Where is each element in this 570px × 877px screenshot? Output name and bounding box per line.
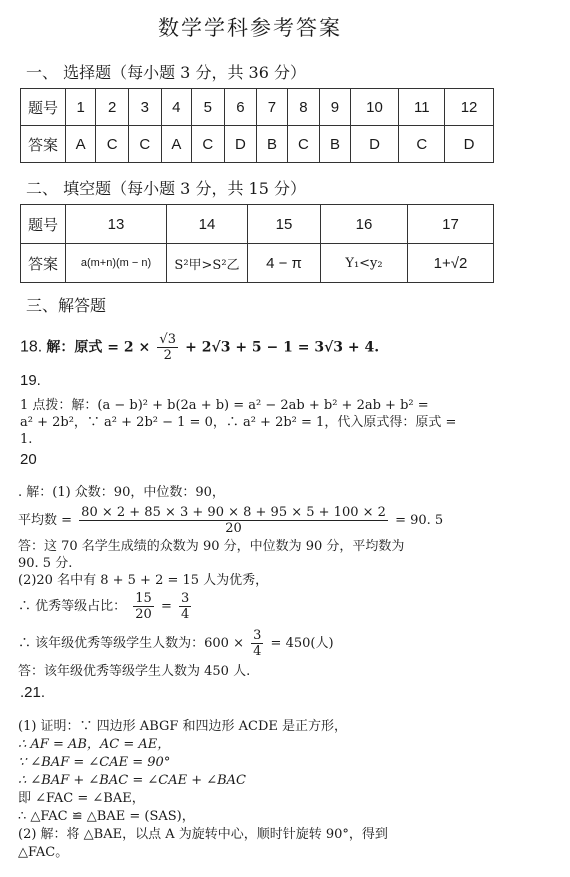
table-cell: A [66,126,96,163]
fraction-numerator: √3 [159,332,176,347]
table-cell: B [257,126,287,163]
question-19-body [20,397,540,448]
fraction-denominator: 20 [225,521,242,536]
fill-answer-table [20,204,494,283]
text-line: 即 ∠FAC = ∠BAE， [18,791,145,806]
table-cell: 12 [445,89,494,126]
text-line: 答：该年级优秀等级学生人数为 450 人. [18,664,251,679]
mean-line [18,505,548,536]
ratio-label: ∴ 优秀等级占比： [18,599,127,614]
table-cell: C [399,126,445,163]
fraction-numerator: 3 [253,628,262,643]
ratio-equals: = [160,599,172,614]
row-header-answer: 答案 [21,126,66,163]
question-18 [20,332,379,363]
mean-fraction [79,505,388,536]
count-result: = 450(人) [270,636,334,651]
text-line: (1) 证明：∵ 四边形 ABGF 和四边形 ACDE 是正方形， [18,719,348,734]
text-line: (2)20 名中有 8 + 5 + 2 = 15 人为优秀， [18,573,269,588]
question-number: 18. [20,338,43,356]
fraction-denominator: 2 [163,348,172,363]
question-21-number: .21. [20,684,46,701]
table-cell: A [161,126,191,163]
text-line: ∴ △FAC ≌ △BAE = (SAS)， [18,809,195,824]
question-20-number: 20 [20,451,37,468]
fraction-denominator: 4 [253,644,262,659]
count-label: ∴ 该年级优秀等级学生人数为：600 × [18,636,244,651]
table-cell: C [129,126,162,163]
question-21-body [18,718,553,862]
count-line [18,628,548,659]
section1-heading: 一、 选择题（每小题 3 分，共 36 分） [26,63,306,82]
fraction-numerator: 80 × 2 + 85 × 3 + 90 × 8 + 95 × 5 + 100 × 2 [81,505,386,520]
table-cell: 13 [66,205,167,244]
table-cell: C [192,126,225,163]
page-title: 数学学科参考答案 [158,16,342,40]
fraction-numerator: 3 [181,591,190,606]
question-20-body [18,484,548,680]
table-cell: 11 [399,89,445,126]
table-cell: C [96,126,129,163]
row-header-answer: 答案 [21,244,66,283]
q18-rest: + 2√3 + 5 − 1 = 3√3 + 4. [185,339,380,356]
table-cell: 5 [192,89,225,126]
ratio-line [18,591,548,622]
ratio-fraction [133,591,154,622]
text-line: ∴ AF = AB，AC = AE， [18,737,171,752]
fraction-denominator: 4 [181,607,190,622]
table-cell: 1+√2 [408,244,494,283]
table-cell: 4 [161,89,191,126]
table-cell: D [445,126,494,163]
table-cell: 1 [66,89,96,126]
text-line: ∵ ∠BAF = ∠CAE = 90° [18,755,171,770]
table-row [21,126,494,163]
table-cell: 7 [257,89,287,126]
text-line: . 解：(1) 众数：90，中位数：90， [18,485,225,500]
section2-heading: 二、 填空题（每小题 3 分，共 15 分） [26,179,306,198]
fraction-denominator: 20 [135,607,152,622]
question-19-number: 19. [20,372,41,389]
table-cell: D [224,126,257,163]
mean-result: = 90. 5 [395,513,444,528]
table-cell: 10 [350,89,399,126]
row-header-number: 题号 [21,205,66,244]
text-line: 1 点拨：解：(a − b)² + b(2a + b) = a² − 2ab + b² + 2ab + b² = [20,398,429,413]
text-line: a² + 2b²，∵ a² + 2b² − 1 = 0，∴ a² + 2b² = 1，代入原式得：原式 = [20,415,457,430]
table-cell: 15 [248,205,321,244]
table-row [21,244,494,283]
count-fraction [251,628,263,659]
table-cell: C [287,126,320,163]
table-cell: 8 [287,89,320,126]
table-cell: 9 [320,89,350,126]
table-cell: D [350,126,399,163]
text-line: ∴ ∠BAF + ∠BAC = ∠CAE + ∠BAC [18,773,247,788]
text-line: △FAC。 [18,845,69,860]
fraction-numerator: 15 [135,591,152,606]
table-cell: Y₁<y₂ [321,244,408,283]
table-row [21,89,494,126]
choice-answer-table [20,88,494,163]
mean-label: 平均数 = [18,513,73,528]
text-line: 答：这 70 名学生成绩的众数为 90 分，中位数为 90 分，平均数为 [18,539,405,554]
table-cell: 16 [321,205,408,244]
table-cell: 17 [408,205,494,244]
text-line: 1. [20,432,33,447]
q18-fraction [157,332,178,363]
table-cell: S²甲>S²乙 [167,244,248,283]
q18-prefix: 解：原式 = 2 × [46,339,151,356]
table-cell: B [320,126,350,163]
table-cell: 6 [224,89,257,126]
row-header-number: 题号 [21,89,66,126]
table-cell: 3 [129,89,162,126]
table-cell: 4 − π [248,244,321,283]
text-line: (2) 解：将 △BAE，以点 A 为旋转中心，顺时针旋转 90°，得到 [18,827,388,842]
section3-heading: 三、解答题 [26,296,107,315]
ratio-fraction-2 [179,591,191,622]
text-line: 90. 5 分. [18,556,73,571]
table-cell: 14 [167,205,248,244]
table-row [21,205,494,244]
table-cell: a(m+n)(m − n) [66,244,167,283]
table-cell: 2 [96,89,129,126]
